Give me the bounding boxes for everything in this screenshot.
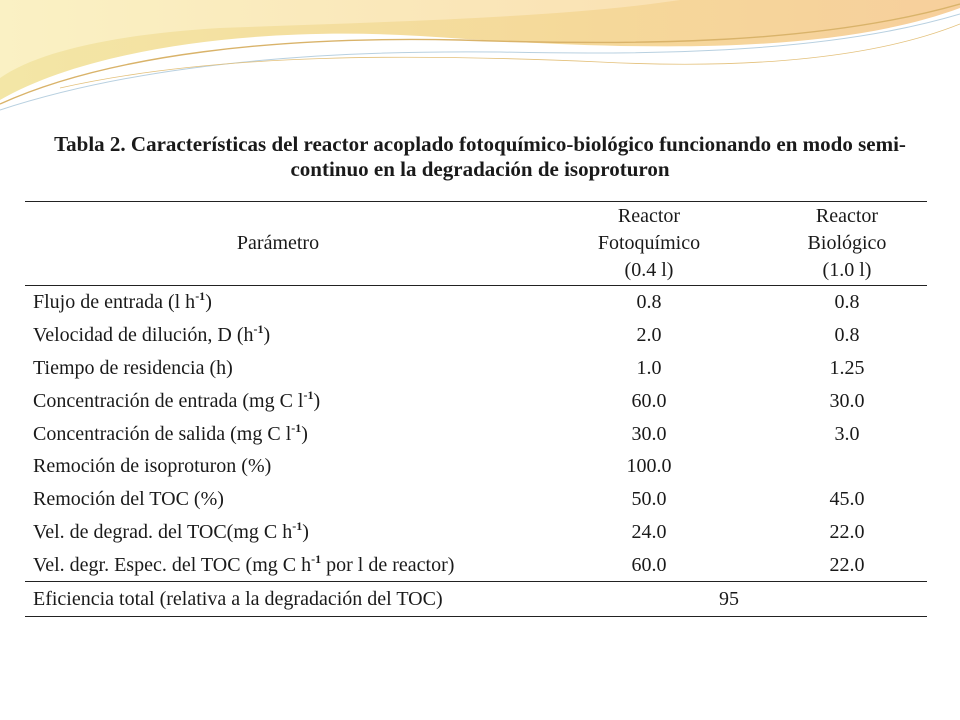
table-row xyxy=(25,417,927,450)
row-value-biologico: 22.0 xyxy=(829,553,865,576)
row-label: Vel. de degrad. del TOC(mg C $h^{-1}$) xyxy=(33,518,309,543)
header-col1-line-3: (0.4 l) xyxy=(624,259,674,281)
row-label: Concentración de salida (mg C $l^{-1}$) xyxy=(33,420,308,445)
row-value-biologico: 3.0 xyxy=(834,422,860,445)
table-row xyxy=(25,384,927,417)
footer-label: Eficiencia total (relativa a la degradación del TOC) xyxy=(33,588,443,611)
table-row xyxy=(25,286,927,319)
table-title-line-2: continuo en la degradación de isoproturon xyxy=(290,157,670,181)
header-parametro: Parámetro xyxy=(236,232,320,254)
row-value-biologico: 0.8 xyxy=(834,324,860,347)
row-value-fotoquimico: 24.0 xyxy=(631,520,667,543)
header-reactor-fotoquimico xyxy=(531,202,767,285)
row-value-biologico: 45.0 xyxy=(829,488,865,511)
row-value-fotoquimico: 50.0 xyxy=(631,488,667,511)
footer-value: 95 xyxy=(719,588,739,611)
row-label: Vel. degr. Espec. del TOC (mg C $h^{-1}$ por l de reactor) xyxy=(33,551,455,576)
table-body xyxy=(25,286,927,581)
row-value-biologico: 22.0 xyxy=(829,520,865,543)
header-col1-line-1: Reactor xyxy=(617,205,681,227)
table-title xyxy=(0,132,960,182)
header-col2-line-1: Reactor xyxy=(815,205,879,227)
table-footer-row xyxy=(25,581,927,616)
table-row xyxy=(25,483,927,516)
row-label: Velocidad de dilución, D $(h^{-1})$ xyxy=(33,322,271,347)
row-value-biologico: 30.0 xyxy=(829,389,865,412)
row-value-biologico: 0.8 xyxy=(834,291,860,314)
table-row xyxy=(25,352,927,385)
row-value-fotoquimico: 1.0 xyxy=(636,356,662,379)
row-value-fotoquimico: 60.0 xyxy=(631,389,667,412)
row-value-biologico: 1.25 xyxy=(829,356,865,379)
table-row xyxy=(25,548,927,581)
header-swoosh-decoration xyxy=(0,0,960,120)
row-value-fotoquimico: 100.0 xyxy=(626,455,672,478)
header-col2-line-2: Biológico xyxy=(807,232,887,254)
table-header-row xyxy=(25,202,927,286)
row-label: Concentración de entrada (mg C $l^{-1}$) xyxy=(33,387,321,412)
reactor-characteristics-table xyxy=(25,201,927,617)
table-row xyxy=(25,319,927,352)
row-value-fotoquimico: 60.0 xyxy=(631,553,667,576)
header-col1-line-2: Fotoquímico xyxy=(597,232,701,254)
row-label: Flujo de entrada (l $h^{-1}$) xyxy=(33,289,212,314)
row-label: Tiempo de residencia (h) xyxy=(33,356,233,379)
row-label: Remoción de isoproturon (%) xyxy=(33,455,272,478)
table-row xyxy=(25,516,927,549)
row-value-fotoquimico: 0.8 xyxy=(636,291,662,314)
table-title-line-1: Tabla 2. Características del reactor acoplado fotoquímico-biológico funcionando en modo semi- xyxy=(54,132,906,156)
row-value-fotoquimico: 30.0 xyxy=(631,422,667,445)
table-row xyxy=(25,450,927,483)
row-value-fotoquimico: 2.0 xyxy=(636,324,662,347)
header-col2-line-3: (1.0 l) xyxy=(822,259,872,281)
header-reactor-biologico xyxy=(767,202,927,285)
row-label: Remoción del TOC (%) xyxy=(33,488,224,511)
